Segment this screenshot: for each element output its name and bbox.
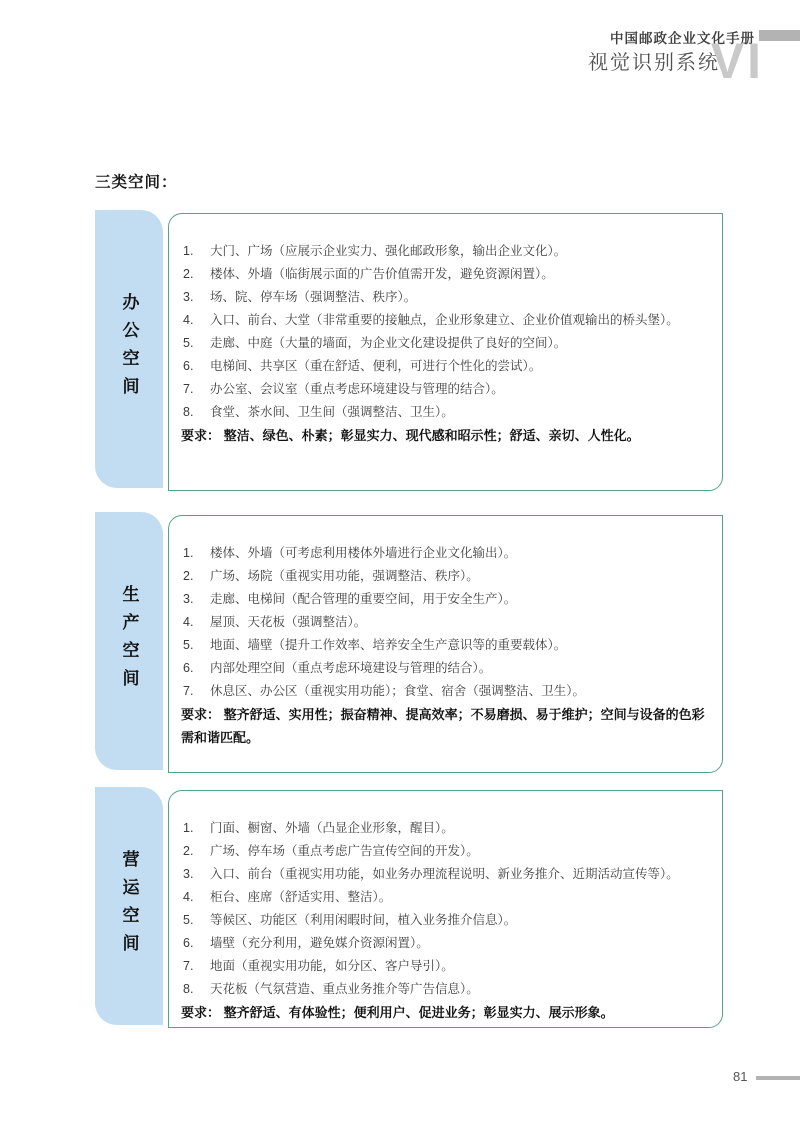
section-production-space [95,512,723,770]
section-label-text: 生产空间 [119,585,139,697]
list-item: 地面（重视实用功能，如分区、客户导引）。 [210,959,454,973]
list-item: 办公室、会议室（重点考虑环境建设与管理的结合）。 [210,382,504,396]
section-content-operations [168,790,723,1028]
list-item: 地面、墙壁（提升工作效率、培养安全生产意识等的重要载体）。 [210,638,567,652]
list-item: 走廊、电梯间（配合管理的重要空间，用于安全生产）。 [210,592,517,606]
page-number: 81 [733,1069,748,1084]
item-list [181,240,708,424]
page-title: 三类空间： [95,174,178,191]
header-bar-decoration [759,30,800,41]
section-content-office [168,213,723,491]
section-label-operations [95,787,163,1025]
list-item: 入口、前台、大堂（非常重要的接触点，企业形象建立、企业价值观输出的桥头堡）。 [210,313,679,327]
list-item: 走廊、中庭（大量的墙面，为企业文化建设提供了良好的空间）。 [210,336,567,350]
section-label-office [95,210,163,488]
system-title: 视觉识别系统 [588,52,720,74]
section-content-production [168,515,723,773]
list-item: 柜台、座席（舒适实用、整洁）。 [210,890,392,904]
list-item: 电梯间、共享区（重在舒适、便利，可进行个性化的尝试）。 [210,359,542,373]
item-list [181,817,708,1001]
list-item: 内部处理空间（重点考虑环境建设与管理的结合）。 [210,661,492,675]
footer-line-decoration [756,1076,800,1080]
section-office-space [95,210,723,488]
requirement-line: 要求： 整齐舒适、有体验性；便利用户、促进业务；彰显实力、展示形象。 [181,1005,614,1020]
list-item: 休息区、办公区（重视实用功能）；食堂、宿舍（强调整洁、卫生）。 [210,684,586,698]
vi-mark: VI [710,33,764,89]
section-label-text: 办公空间 [119,293,139,405]
section-label-production [95,512,163,770]
list-item: 广场、场院（重视实用功能，强调整洁、秩序）。 [210,569,479,583]
list-item: 入口、前台（重视实用功能，如业务办理流程说明、新业务推介、近期活动宣传等）。 [210,867,679,881]
list-item: 屋顶、天花板（强调整洁）。 [210,615,367,629]
section-operations-space [95,787,723,1025]
item-list [181,542,708,703]
requirement-line: 要求： 整齐舒适、实用性；振奋精神、提高效率；不易磨损、易于维护；空间与设备的色彩需和谐匹配。 [181,707,705,745]
list-item: 天花板（气氛营造、重点业务推介等广告信息）。 [210,982,479,996]
list-item: 场、院、停车场（强调整洁、秩序）。 [210,290,417,304]
list-item: 食堂、茶水间、卫生间（强调整洁、卫生）。 [210,405,454,419]
list-item: 门面、橱窗、外墙（凸显企业形象，醒目）。 [210,821,454,835]
list-item: 等候区、功能区（利用闲暇时间，植入业务推介信息）。 [210,913,517,927]
manual-title: 中国邮政企业文化手册 [610,31,755,46]
list-item: 大门、广场（应展示企业实力、强化邮政形象，输出企业文化）。 [210,244,567,258]
list-item: 墙壁（充分利用，避免媒介资源闲置）。 [210,936,429,950]
section-label-text: 营运空间 [119,850,139,962]
list-item: 广场、停车场（重点考虑广告宣传空间的开发）。 [210,844,479,858]
requirement-line: 要求： 整洁、绿色、朴素；彰显实力、现代感和昭示性；舒适、亲切、人性化。 [181,428,640,443]
list-item: 楼体、外墙（临街展示面的广告价值需开发，避免资源闲置）。 [210,267,554,281]
list-item: 楼体、外墙（可考虑利用楼体外墙进行企业文化输出）。 [210,546,517,560]
